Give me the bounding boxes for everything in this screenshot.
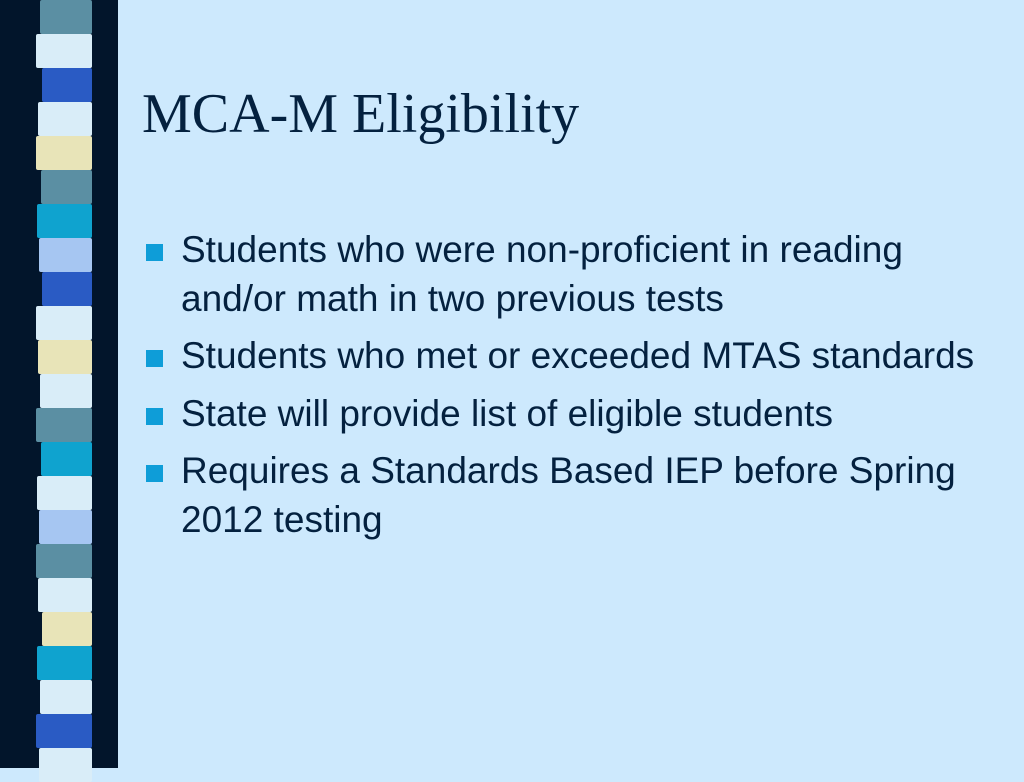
decorative-stripe	[39, 238, 92, 272]
decorative-stripe	[36, 136, 92, 170]
bullet-item	[146, 332, 1006, 381]
decorative-stripe	[36, 34, 92, 68]
bullet-text: Requires a Standards Based IEP before Spring 2012 testing	[181, 450, 956, 540]
square-bullet-icon	[146, 408, 163, 425]
decorative-stripe	[41, 170, 92, 204]
bullet-list	[146, 226, 1006, 553]
decorative-stripe	[38, 340, 92, 374]
decorative-stripe	[40, 680, 92, 714]
decorative-stripe	[42, 612, 92, 646]
decorative-stripe	[40, 374, 92, 408]
bullet-text: State will provide list of eligible students	[181, 392, 833, 434]
decorative-stripe	[36, 408, 92, 442]
decorative-stripe	[36, 544, 92, 578]
slide-title: MCA-M Eligibility	[142, 83, 580, 145]
square-bullet-icon	[146, 465, 163, 482]
decorative-stripe	[37, 476, 92, 510]
bullet-text: Students who were non-proficient in reading and/or math in two previous tests	[181, 229, 903, 319]
decorative-stripe	[41, 442, 92, 476]
decorative-stripe	[37, 204, 92, 238]
square-bullet-icon	[146, 350, 163, 367]
bullet-item	[146, 447, 1006, 544]
decorative-stripe	[42, 272, 92, 306]
decorative-stripe	[36, 714, 92, 748]
decorative-stripe	[38, 578, 92, 612]
square-bullet-icon	[146, 244, 163, 261]
bullet-text: Students who met or exceeded MTAS standards	[181, 335, 975, 376]
decorative-stripe-column	[36, 0, 98, 768]
decorative-stripe	[37, 646, 92, 680]
decorative-stripe	[42, 68, 92, 102]
bullet-item	[146, 390, 1006, 439]
decorative-stripe	[40, 0, 92, 34]
bullet-item	[146, 226, 1006, 323]
decorative-stripe	[38, 102, 92, 136]
decorative-stripe	[36, 306, 92, 340]
decorative-stripe	[39, 510, 92, 544]
decorative-stripe	[39, 748, 92, 782]
